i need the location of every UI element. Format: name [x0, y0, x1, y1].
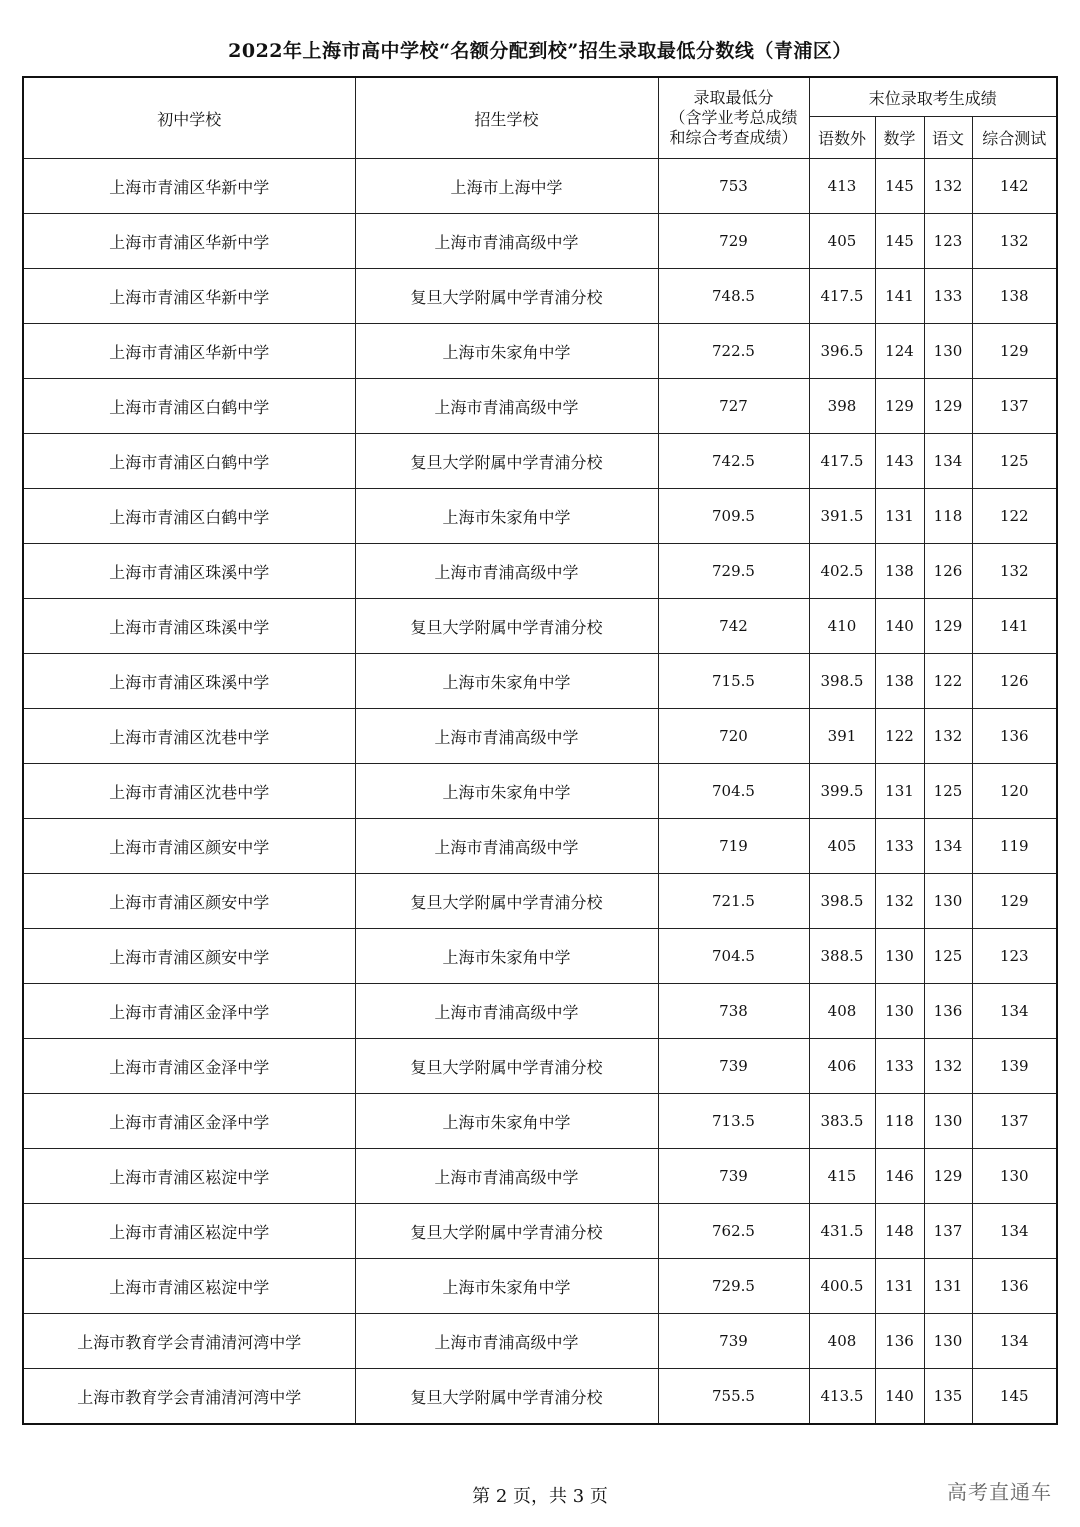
- cell-chinese-score: 130: [924, 1314, 972, 1369]
- cell-comprehensive-score: 138: [972, 269, 1057, 324]
- cell-ysw-score: 417.5: [809, 269, 875, 324]
- table-row: [23, 1259, 1057, 1314]
- cell-min-score: 704.5: [658, 929, 809, 984]
- cell-chinese-score: 125: [924, 764, 972, 819]
- cell-ysw-score: 388.5: [809, 929, 875, 984]
- cell-min-score: 729.5: [658, 544, 809, 599]
- cell-chinese-score: 130: [924, 1094, 972, 1149]
- cell-chinese-score: 123: [924, 214, 972, 269]
- cell-target-school: 上海市朱家角中学: [355, 489, 658, 544]
- cell-target-school: 上海市青浦高级中学: [355, 1314, 658, 1369]
- cell-min-score: 727: [658, 379, 809, 434]
- cell-target-school: 上海市朱家角中学: [355, 324, 658, 379]
- cell-junior-school: 上海市青浦区华新中学: [23, 269, 355, 324]
- page-title: 2022年上海市高中学校“名额分配到校”招生录取最低分数线（青浦区）: [228, 40, 852, 62]
- cell-chinese-score: 132: [924, 709, 972, 764]
- cell-comprehensive-score: 129: [972, 324, 1057, 379]
- cell-math-score: 143: [875, 434, 924, 489]
- cell-math-score: 133: [875, 819, 924, 874]
- cell-target-school: 复旦大学附属中学青浦分校: [355, 434, 658, 489]
- cell-math-score: 118: [875, 1094, 924, 1149]
- cell-math-score: 138: [875, 654, 924, 709]
- header-last-admitted: 末位录取考生成绩: [809, 77, 1057, 117]
- table-row: [23, 874, 1057, 929]
- header-ysw: 语数外: [809, 117, 875, 159]
- cell-chinese-score: 136: [924, 984, 972, 1039]
- cell-math-score: 148: [875, 1204, 924, 1259]
- admission-score-table: [22, 76, 1058, 1425]
- table-row: [23, 1314, 1057, 1369]
- cell-math-score: 133: [875, 1039, 924, 1094]
- cell-junior-school: 上海市教育学会青浦清河湾中学: [23, 1369, 355, 1425]
- cell-ysw-score: 400.5: [809, 1259, 875, 1314]
- cell-ysw-score: 408: [809, 984, 875, 1039]
- table-row: [23, 654, 1057, 709]
- cell-min-score: 753: [658, 159, 809, 214]
- table-body: [23, 159, 1057, 1425]
- header-min-score-line1: 录取最低分: [693, 88, 774, 107]
- cell-ysw-score: 402.5: [809, 544, 875, 599]
- cell-comprehensive-score: 141: [972, 599, 1057, 654]
- cell-comprehensive-score: 119: [972, 819, 1057, 874]
- cell-math-score: 131: [875, 489, 924, 544]
- cell-comprehensive-score: 137: [972, 379, 1057, 434]
- cell-math-score: 130: [875, 984, 924, 1039]
- cell-comprehensive-score: 132: [972, 544, 1057, 599]
- table-row: [23, 764, 1057, 819]
- cell-ysw-score: 391.5: [809, 489, 875, 544]
- table-row: [23, 159, 1057, 214]
- cell-math-score: 146: [875, 1149, 924, 1204]
- cell-chinese-score: 134: [924, 434, 972, 489]
- cell-math-score: 136: [875, 1314, 924, 1369]
- cell-target-school: 上海市朱家角中学: [355, 1259, 658, 1314]
- cell-min-score: 704.5: [658, 764, 809, 819]
- cell-chinese-score: 129: [924, 1149, 972, 1204]
- cell-ysw-score: 383.5: [809, 1094, 875, 1149]
- cell-min-score: 742.5: [658, 434, 809, 489]
- header-min-score-line3: 和综合考查成绩）: [669, 128, 798, 147]
- header-chinese: 语文: [924, 117, 972, 159]
- cell-target-school: 上海市朱家角中学: [355, 929, 658, 984]
- cell-target-school: 上海市青浦高级中学: [355, 819, 658, 874]
- cell-junior-school: 上海市青浦区金泽中学: [23, 1039, 355, 1094]
- cell-junior-school: 上海市青浦区珠溪中学: [23, 654, 355, 709]
- cell-min-score: 738: [658, 984, 809, 1039]
- table-row: [23, 709, 1057, 764]
- cell-ysw-score: 431.5: [809, 1204, 875, 1259]
- cell-comprehensive-score: 122: [972, 489, 1057, 544]
- cell-junior-school: 上海市青浦区颜安中学: [23, 929, 355, 984]
- cell-chinese-score: 130: [924, 324, 972, 379]
- header-min-score: [658, 77, 809, 159]
- cell-target-school: 上海市朱家角中学: [355, 1094, 658, 1149]
- table-row: [23, 214, 1057, 269]
- cell-ysw-score: 391: [809, 709, 875, 764]
- cell-target-school: 上海市朱家角中学: [355, 654, 658, 709]
- cell-math-score: 132: [875, 874, 924, 929]
- cell-ysw-score: 410: [809, 599, 875, 654]
- cell-min-score: 713.5: [658, 1094, 809, 1149]
- cell-chinese-score: 132: [924, 1039, 972, 1094]
- cell-chinese-score: 129: [924, 379, 972, 434]
- cell-chinese-score: 132: [924, 159, 972, 214]
- cell-comprehensive-score: 139: [972, 1039, 1057, 1094]
- cell-ysw-score: 399.5: [809, 764, 875, 819]
- cell-ysw-score: 408: [809, 1314, 875, 1369]
- cell-comprehensive-score: 136: [972, 709, 1057, 764]
- cell-ysw-score: 396.5: [809, 324, 875, 379]
- cell-ysw-score: 405: [809, 819, 875, 874]
- cell-chinese-score: 131: [924, 1259, 972, 1314]
- cell-comprehensive-score: 137: [972, 1094, 1057, 1149]
- table-row: [23, 599, 1057, 654]
- cell-min-score: 748.5: [658, 269, 809, 324]
- cell-min-score: 729: [658, 214, 809, 269]
- cell-min-score: 742: [658, 599, 809, 654]
- cell-ysw-score: 398: [809, 379, 875, 434]
- cell-comprehensive-score: 145: [972, 1369, 1057, 1425]
- cell-junior-school: 上海市青浦区华新中学: [23, 159, 355, 214]
- cell-chinese-score: 137: [924, 1204, 972, 1259]
- cell-math-score: 122: [875, 709, 924, 764]
- cell-math-score: 140: [875, 1369, 924, 1425]
- cell-comprehensive-score: 136: [972, 1259, 1057, 1314]
- header-min-score-line2: （含学业考总成绩: [669, 108, 798, 127]
- cell-ysw-score: 405: [809, 214, 875, 269]
- cell-min-score: 709.5: [658, 489, 809, 544]
- cell-target-school: 上海市青浦高级中学: [355, 1149, 658, 1204]
- cell-junior-school: 上海市青浦区华新中学: [23, 324, 355, 379]
- cell-min-score: 739: [658, 1039, 809, 1094]
- cell-chinese-score: 135: [924, 1369, 972, 1425]
- cell-comprehensive-score: 125: [972, 434, 1057, 489]
- cell-comprehensive-score: 123: [972, 929, 1057, 984]
- cell-chinese-score: 126: [924, 544, 972, 599]
- cell-junior-school: 上海市青浦区金泽中学: [23, 1094, 355, 1149]
- cell-target-school: 复旦大学附属中学青浦分校: [355, 1369, 658, 1425]
- cell-min-score: 755.5: [658, 1369, 809, 1425]
- cell-target-school: 复旦大学附属中学青浦分校: [355, 874, 658, 929]
- cell-chinese-score: 118: [924, 489, 972, 544]
- cell-math-score: 141: [875, 269, 924, 324]
- table-row: [23, 1039, 1057, 1094]
- cell-comprehensive-score: 134: [972, 984, 1057, 1039]
- header-target-school: 招生学校: [355, 77, 658, 159]
- cell-comprehensive-score: 130: [972, 1149, 1057, 1204]
- cell-junior-school: 上海市青浦区金泽中学: [23, 984, 355, 1039]
- cell-math-score: 138: [875, 544, 924, 599]
- cell-math-score: 124: [875, 324, 924, 379]
- cell-min-score: 721.5: [658, 874, 809, 929]
- table-row: [23, 984, 1057, 1039]
- cell-ysw-score: 398.5: [809, 874, 875, 929]
- cell-min-score: 722.5: [658, 324, 809, 379]
- cell-chinese-score: 122: [924, 654, 972, 709]
- watermark: 高考直通车: [947, 1480, 1052, 1504]
- cell-chinese-score: 133: [924, 269, 972, 324]
- cell-math-score: 129: [875, 379, 924, 434]
- table-row: [23, 819, 1057, 874]
- cell-min-score: 739: [658, 1149, 809, 1204]
- table-row: [23, 489, 1057, 544]
- page-number: 第 2 页，共 3 页: [472, 1486, 608, 1507]
- table-row: [23, 269, 1057, 324]
- cell-junior-school: 上海市青浦区白鹤中学: [23, 489, 355, 544]
- table-row: [23, 1369, 1057, 1425]
- cell-junior-school: 上海市青浦区华新中学: [23, 214, 355, 269]
- cell-target-school: 复旦大学附属中学青浦分校: [355, 269, 658, 324]
- cell-chinese-score: 129: [924, 599, 972, 654]
- cell-ysw-score: 398.5: [809, 654, 875, 709]
- cell-target-school: 上海市青浦高级中学: [355, 379, 658, 434]
- cell-min-score: 729.5: [658, 1259, 809, 1314]
- cell-min-score: 715.5: [658, 654, 809, 709]
- cell-junior-school: 上海市教育学会青浦清河湾中学: [23, 1314, 355, 1369]
- table-row: [23, 434, 1057, 489]
- cell-junior-school: 上海市青浦区崧淀中学: [23, 1149, 355, 1204]
- cell-target-school: 上海市上海中学: [355, 159, 658, 214]
- cell-math-score: 140: [875, 599, 924, 654]
- cell-ysw-score: 417.5: [809, 434, 875, 489]
- cell-math-score: 145: [875, 159, 924, 214]
- cell-math-score: 131: [875, 764, 924, 819]
- cell-min-score: 720: [658, 709, 809, 764]
- cell-target-school: 上海市青浦高级中学: [355, 544, 658, 599]
- cell-ysw-score: 406: [809, 1039, 875, 1094]
- cell-min-score: 762.5: [658, 1204, 809, 1259]
- cell-comprehensive-score: 134: [972, 1314, 1057, 1369]
- cell-junior-school: 上海市青浦区颜安中学: [23, 874, 355, 929]
- cell-junior-school: 上海市青浦区沈巷中学: [23, 709, 355, 764]
- header-junior-school: 初中学校: [23, 77, 355, 159]
- cell-junior-school: 上海市青浦区白鹤中学: [23, 434, 355, 489]
- cell-junior-school: 上海市青浦区白鹤中学: [23, 379, 355, 434]
- cell-target-school: 上海市朱家角中学: [355, 764, 658, 819]
- cell-comprehensive-score: 120: [972, 764, 1057, 819]
- cell-math-score: 131: [875, 1259, 924, 1314]
- cell-target-school: 上海市青浦高级中学: [355, 984, 658, 1039]
- cell-chinese-score: 125: [924, 929, 972, 984]
- cell-junior-school: 上海市青浦区沈巷中学: [23, 764, 355, 819]
- table-row: [23, 379, 1057, 434]
- cell-comprehensive-score: 132: [972, 214, 1057, 269]
- cell-comprehensive-score: 142: [972, 159, 1057, 214]
- cell-ysw-score: 415: [809, 1149, 875, 1204]
- table-row: [23, 544, 1057, 599]
- cell-math-score: 130: [875, 929, 924, 984]
- cell-junior-school: 上海市青浦区崧淀中学: [23, 1259, 355, 1314]
- cell-chinese-score: 130: [924, 874, 972, 929]
- cell-math-score: 145: [875, 214, 924, 269]
- table-row: [23, 1094, 1057, 1149]
- cell-target-school: 上海市青浦高级中学: [355, 214, 658, 269]
- cell-junior-school: 上海市青浦区珠溪中学: [23, 544, 355, 599]
- cell-target-school: 复旦大学附属中学青浦分校: [355, 1204, 658, 1259]
- cell-target-school: 复旦大学附属中学青浦分校: [355, 599, 658, 654]
- table-row: [23, 929, 1057, 984]
- table-row: [23, 324, 1057, 379]
- header-math: 数学: [875, 117, 924, 159]
- cell-comprehensive-score: 126: [972, 654, 1057, 709]
- table-row: [23, 1149, 1057, 1204]
- table-row: [23, 1204, 1057, 1259]
- cell-min-score: 739: [658, 1314, 809, 1369]
- cell-target-school: 上海市青浦高级中学: [355, 709, 658, 764]
- header-comprehensive: 综合测试: [972, 117, 1057, 159]
- cell-target-school: 复旦大学附属中学青浦分校: [355, 1039, 658, 1094]
- cell-comprehensive-score: 129: [972, 874, 1057, 929]
- cell-junior-school: 上海市青浦区颜安中学: [23, 819, 355, 874]
- cell-chinese-score: 134: [924, 819, 972, 874]
- cell-junior-school: 上海市青浦区珠溪中学: [23, 599, 355, 654]
- cell-min-score: 719: [658, 819, 809, 874]
- cell-comprehensive-score: 134: [972, 1204, 1057, 1259]
- cell-junior-school: 上海市青浦区崧淀中学: [23, 1204, 355, 1259]
- cell-ysw-score: 413: [809, 159, 875, 214]
- cell-ysw-score: 413.5: [809, 1369, 875, 1425]
